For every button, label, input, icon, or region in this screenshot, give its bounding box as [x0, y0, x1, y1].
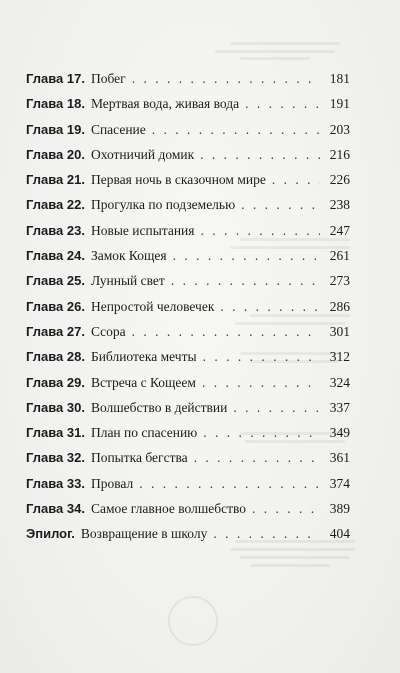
table-of-contents: [26, 66, 350, 547]
chapter-title: Встреча с Кощеем: [90, 374, 196, 390]
toc-entry[interactable]: [26, 117, 350, 142]
page-number: 301: [329, 323, 350, 339]
page-number: 349: [329, 425, 350, 441]
page-number: 226: [329, 172, 350, 188]
page-number: 337: [329, 399, 350, 415]
page-number: 324: [329, 374, 350, 390]
leader-dots: [173, 243, 320, 268]
toc-entry[interactable]: [26, 344, 350, 369]
toc-entry-epilogue[interactable]: [26, 521, 350, 546]
page-number: 273: [329, 273, 350, 289]
leader-dots: [171, 268, 320, 293]
toc-entry[interactable]: [26, 420, 350, 445]
chapter-title: Попытка бегства: [90, 450, 188, 466]
leader-dots: [152, 117, 320, 142]
chapter-title: Спасение: [90, 121, 146, 137]
chapter-label: Глава 27.: [26, 323, 85, 339]
chapter-title: Библиотека мечты: [90, 349, 197, 365]
chapter-title: Провал: [90, 475, 134, 491]
chapter-label: Глава 17.: [26, 71, 85, 86]
toc-entry[interactable]: [26, 218, 350, 243]
chapter-label: Глава 31.: [26, 425, 85, 441]
leader-dots: [203, 344, 320, 369]
chapter-label: Глава 21.: [26, 172, 85, 188]
leader-dots: [139, 471, 320, 496]
chapter-label: Глава 23.: [26, 222, 85, 238]
chapter-label: Глава 33.: [26, 475, 85, 491]
page-number: 312: [329, 349, 350, 365]
chapter-title: Прогулка по подземелью: [90, 197, 236, 213]
toc-entry[interactable]: [26, 496, 350, 521]
toc-entry[interactable]: [26, 294, 350, 319]
toc-entry[interactable]: [26, 370, 350, 395]
chapter-title: Мертвая вода, живая вода: [90, 96, 240, 112]
toc-entry[interactable]: [26, 268, 350, 293]
page-number: 286: [329, 298, 350, 314]
leader-dots: [132, 66, 320, 91]
chapter-label: Глава 18.: [26, 96, 85, 112]
chapter-title: Новые испытания: [90, 222, 195, 238]
chapter-title: Охотничий домик: [90, 146, 195, 162]
page-number: 389: [329, 501, 350, 517]
leader-dots: [252, 496, 320, 521]
chapter-title: Ссора: [90, 323, 126, 339]
page-number: 404: [329, 526, 350, 542]
leader-dots: [201, 218, 321, 243]
page-number: 238: [329, 197, 350, 213]
page-number: 374: [329, 475, 350, 491]
epilogue-title: Возвращение в школу: [80, 526, 208, 542]
leader-dots: [245, 91, 320, 116]
leader-dots: [132, 319, 320, 344]
chapter-title: Волшебство в действии: [90, 399, 228, 415]
toc-entry[interactable]: [26, 167, 350, 192]
chapter-title: Замок Кощея: [90, 248, 167, 264]
toc-entry[interactable]: [26, 471, 350, 496]
page-number: 191: [329, 96, 350, 112]
toc-entry[interactable]: [26, 243, 350, 268]
page-number: 181: [329, 71, 350, 86]
chapter-label: Глава 19.: [26, 121, 85, 137]
leader-dots: [213, 521, 320, 546]
page-number: 261: [329, 248, 350, 264]
chapter-label: Глава 20.: [26, 146, 85, 162]
leader-dots: [203, 420, 320, 445]
toc-entry[interactable]: [26, 142, 350, 167]
chapter-label: Глава 22.: [26, 197, 85, 213]
chapter-title: План по спасению: [90, 425, 198, 441]
leader-dots: [220, 294, 320, 319]
chapter-label: Глава 25.: [26, 273, 85, 289]
chapter-label: Глава 34.: [26, 501, 85, 517]
chapter-title: Побег: [90, 71, 126, 86]
chapter-title: Лунный свет: [90, 273, 165, 289]
chapter-title: Самое главное волшебство: [90, 501, 247, 517]
toc-entry[interactable]: [26, 319, 350, 344]
chapter-label: Глава 30.: [26, 399, 85, 415]
chapter-label: Глава 32.: [26, 450, 85, 466]
epilogue-label: Эпилог.: [26, 526, 75, 542]
toc-entry[interactable]: [26, 445, 350, 470]
leader-dots: [202, 370, 320, 395]
chapter-label: Глава 29.: [26, 374, 85, 390]
page-number: 216: [329, 146, 350, 162]
toc-entry[interactable]: [26, 91, 350, 116]
chapter-label: Глава 26.: [26, 298, 85, 314]
page-number: 361: [329, 450, 350, 466]
leader-dots: [194, 445, 320, 470]
chapter-title: Первая ночь в сказочном мире: [90, 172, 266, 188]
leader-dots: [241, 192, 320, 217]
chapter-label: Глава 28.: [26, 349, 85, 365]
leader-dots: [200, 142, 320, 167]
page-number: 247: [329, 222, 350, 238]
leader-dots: [272, 167, 320, 192]
page-number: 203: [329, 121, 350, 137]
toc-entry[interactable]: [26, 395, 350, 420]
toc-entry[interactable]: [26, 66, 350, 91]
toc-entry[interactable]: [26, 192, 350, 217]
leader-dots: [233, 395, 320, 420]
chapter-title: Непростой человечек: [90, 298, 215, 314]
chapter-label: Глава 24.: [26, 248, 85, 264]
